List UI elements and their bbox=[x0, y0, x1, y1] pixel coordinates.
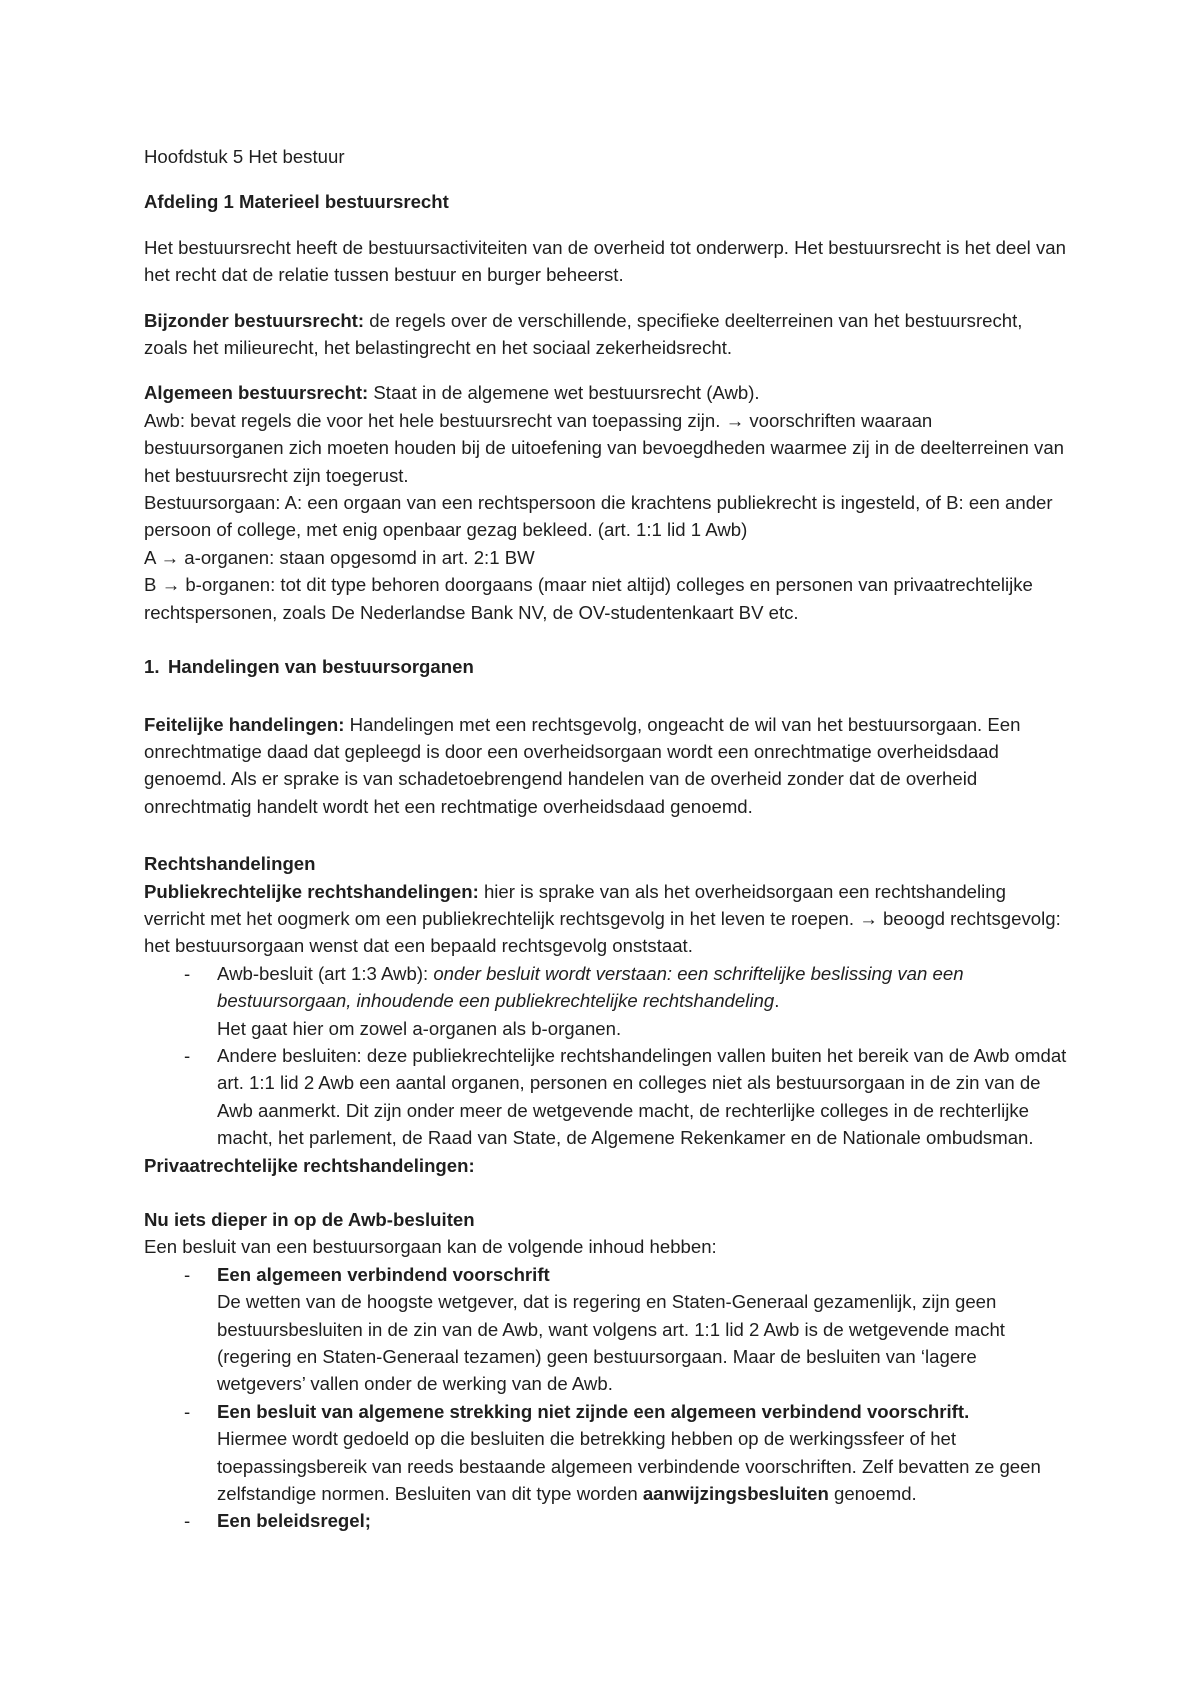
document-page bbox=[144, 143, 1069, 1535]
section-title: Afdeling 1 Materieel bestuursrecht bbox=[144, 191, 449, 213]
bijzonder-paragraph: Bijzonder bestuursrecht: de regels over de verschillende, specifieke deelterreinen van het bestuursrecht, zoals het milieurecht, het belastingrecht en het sociaal zekerheidsrecht. bbox=[144, 309, 1023, 359]
rechtshandelingen-heading: Rechtshandelingen bbox=[144, 853, 316, 875]
awb-paragraph: Awb: bevat regels die voor het hele bestuursrecht van toepassing zijn. → voorschriften waaraan bestuursorganen zich moeten houden bij de uitoefening van bevoegdheden waarmee zij in de deelterreinen van het bestuursrecht zijn toegerust. bbox=[144, 409, 1065, 486]
list-item: - Awb-besluit (art 1:3 Awb): onder besluit wordt verstaan: een schriftelijke beslissing van een bestuursorgaan, inhoudende een publiekrechtelijke rechtshandeling. Het gaat hier om zowel a-organen als b-organen. bbox=[184, 962, 964, 1039]
list-item: - Een algemeen verbindend voorschrift De wetten van de hoogste wetgever, dat is regering en Staten-Generaal gezamenlijk, zijn geen bestuursbesluiten in de zin van de Awb, want volgens art. 1:1 lid 2 Awb is de wetgevende macht (regering en Staten-Generaal tezamen) geen bestuursorgaan. Maar de besluiten van ‘lagere wetgevers’ vallen onder de werking van de Awb. bbox=[184, 1263, 1005, 1395]
list-item: - Een besluit van algemene strekking niet zijnde een algemeen verbindend voorschrift. Hiermee wordt gedoeld op die besluiten die betrekking hebben op de werkingssfeer of het toepassingsbereik van reeds bestaande algemeen verbindende voorschriften. Zelf bevatten ze geen zelfstandige normen. Besluiten van dit type worden aanwijzingsbesluiten genoemd. bbox=[184, 1400, 1041, 1505]
dieper-heading: Nu iets dieper in op de Awb-besluiten bbox=[144, 1209, 475, 1230]
publiek-paragraph: Publiekrechtelijke rechtshandelingen: hier is sprake van als het overheidsorgaan een rechtshandeling verricht met het oogmerk om een publiekrechtelijk rechtsgevolg in het leven te roepen. → beoogd rechtsgevolg: het bestuursorgaan wenst dat een bepaald rechtsgevolg onststaat. bbox=[144, 880, 1061, 957]
b-organen-line: B → b-organen: tot dit type behoren doorgaans (maar niet altijd) colleges en personen van privaatrechtelijke rechtspersonen, zoals De Nederlandse Bank NV, de OV-studentenkaart BV etc. bbox=[144, 574, 1033, 623]
handelingen-heading: 1. Handelingen van bestuursorganen bbox=[144, 656, 474, 678]
privaat-heading: Privaatrechtelijke rechtshandelingen: bbox=[144, 1154, 475, 1176]
list-item: - Een beleidsregel; bbox=[184, 1510, 371, 1532]
chapter-title: Hoofdstuk 5 Het bestuur bbox=[144, 146, 345, 167]
besluiten-list bbox=[144, 960, 1069, 1152]
feitelijke-paragraph: Feitelijke handelingen: Handelingen met een rechtsgevolg, ongeacht de wil van het bestuursorgaan. Een onrechtmatige daad dat gepleegd is door een overheidsorgaan wordt een onrechtmatige overheidsdaad genoemd. Als er sprake is van schadetoebrengend handelen van de overheid zonder dat de overheid onrechtmatig handelt wordt het een rechtmatige overheidsdaad genoemd. bbox=[144, 713, 1021, 817]
a-organen-line: A → a-organen: staan opgesomd in art. 2:1 BW bbox=[144, 546, 535, 568]
bestuursorgaan-paragraph: Bestuursorgaan: A: een orgaan van een rechtspersoon die krachtens publiekrecht is ingesteld, of B: een ander persoon of college, met enig openbaar gezag bekleed. (art. 1:1 lid 1 Awb) bbox=[144, 492, 1053, 541]
dieper-intro: Een besluit van een bestuursorgaan kan de volgende inhoud hebben: bbox=[144, 1236, 717, 1258]
inhoud-list bbox=[144, 1261, 1069, 1535]
algemeen-paragraph: Algemeen bestuursrecht: Staat in de algemene wet bestuursrecht (Awb). bbox=[144, 382, 760, 404]
intro-paragraph: Het bestuursrecht heeft de bestuursactiviteiten van de overheid tot onderwerp. Het bestuursrecht is het deel van het recht dat de relatie tussen bestuur en burger beheerst. bbox=[144, 236, 1066, 286]
list-item: - Andere besluiten: deze publiekrechtelijke rechtshandelingen vallen buiten het bereik van de Awb omdat art. 1:1 lid 2 Awb een aantal organen, personen en colleges niet als bestuursorgaan in de zin van de Awb aanmerkt. Dit zijn onder meer de wetgevende macht, de rechterlijke colleges in de rechterlijke macht, het parlement, de Raad van State, de Algemene Rekenkamer en de Nationale ombudsman. bbox=[184, 1044, 1067, 1149]
